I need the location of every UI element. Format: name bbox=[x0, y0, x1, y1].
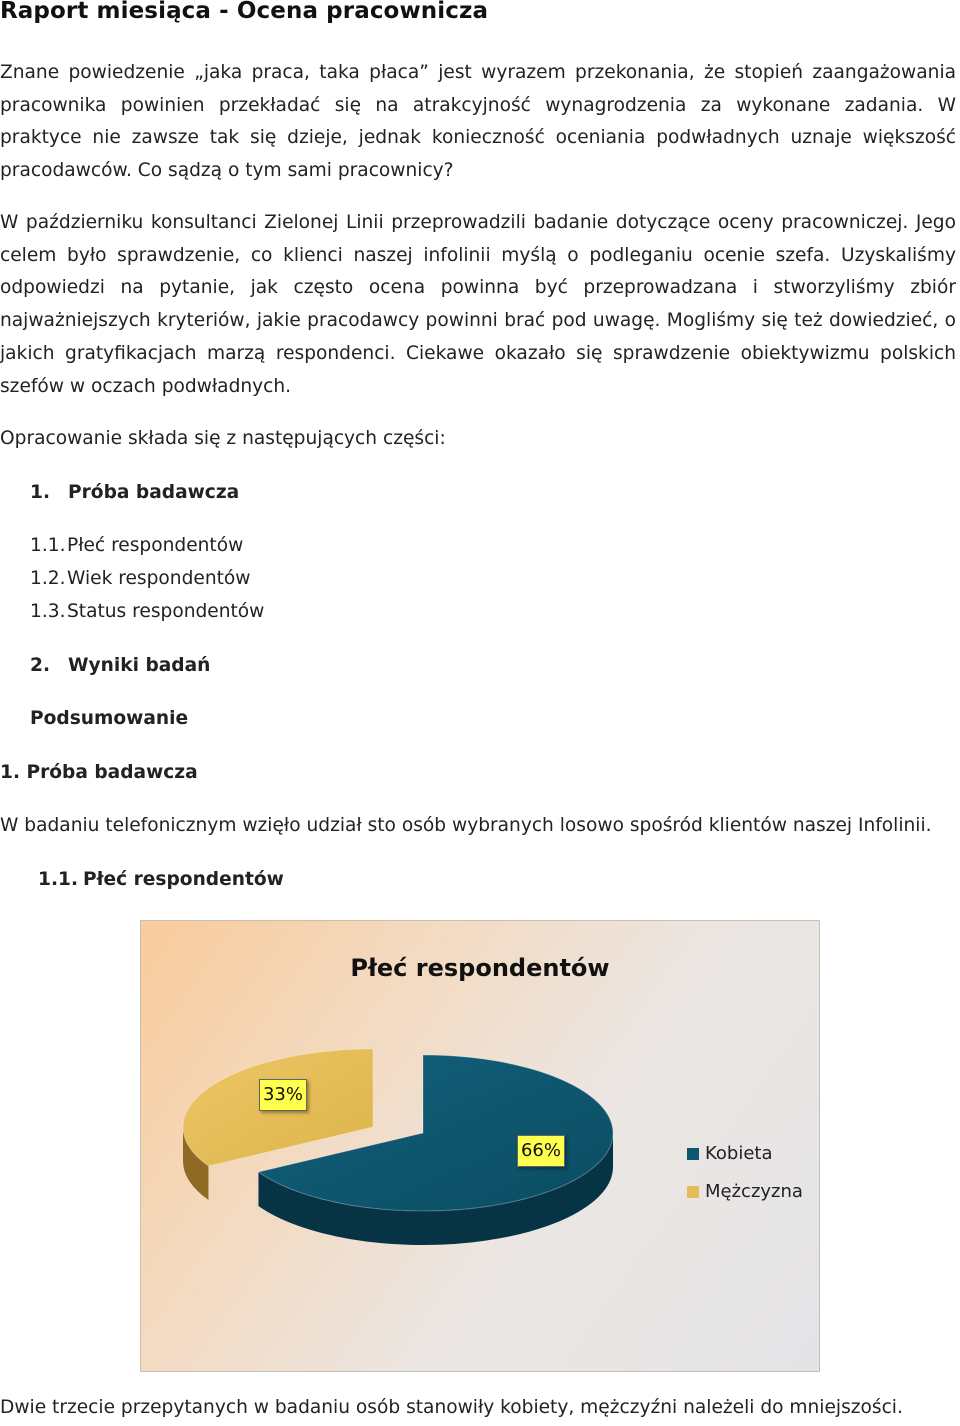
toc-subitem-number: 1.2. bbox=[30, 568, 66, 589]
legend-label: Mężczyzna bbox=[705, 1181, 803, 1202]
toc-intro: Opracowanie składa się z następujących części: bbox=[0, 428, 446, 449]
toc-subitem-number: 1.1. bbox=[30, 535, 66, 556]
section-paragraph: W badaniu telefonicznym wzięło udział sto osób wybranych losowo spośród klientów naszej Infolinii. bbox=[0, 815, 932, 836]
legend-item bbox=[687, 1143, 773, 1164]
study-paragraph: W październiku konsultanci Zielonej Linii przeprowadzili badanie dotyczące oceny pracowniczej. Jego celem było sprawdzenie, co klienci naszej infolinii myślą o podleganiu ocenie szefa. Uzyskaliśmy odpowiedzi na pytanie, jak często ocena powinna być przeprowadzana i stworzyliśmy zbiór najważniejszych kryteriów, jakie pracodawcy powinni brać pod uwagę. Mogliśmy się też dowiedzieć, o jakich gratyfikacjach marzą respondenci. Ciekawe okazało się sprawdzenie obiektywizmu polskich szefów w oczach podwładnych. bbox=[0, 212, 956, 397]
toc-subitem-label: Płeć respondentów bbox=[67, 535, 244, 556]
pie-data-label: 33% bbox=[259, 1079, 307, 1111]
toc-item-label: Próba badawcza bbox=[68, 482, 240, 503]
toc-item-1 bbox=[30, 482, 239, 503]
toc-item-number: 2. bbox=[30, 655, 51, 676]
legend-label: Kobieta bbox=[705, 1143, 773, 1164]
legend-item bbox=[687, 1181, 803, 1202]
toc-item-number: 1. bbox=[30, 482, 51, 503]
legend-swatch bbox=[687, 1186, 699, 1198]
legend-swatch bbox=[687, 1148, 699, 1160]
toc-subitem-1-2 bbox=[30, 568, 251, 589]
toc-subitem-label: Wiek respondentów bbox=[67, 568, 251, 589]
chart-caption: Dwie trzecie przepytanych w badaniu osób stanowiły kobiety, mężczyźni należeli do mniejszości. bbox=[0, 1397, 903, 1418]
page-title: Raport miesiąca - Ocena pracownicza bbox=[0, 0, 489, 24]
toc-item-label: Wyniki badań bbox=[68, 655, 211, 676]
toc-summary: Podsumowanie bbox=[30, 708, 189, 729]
section-heading: 1. Próba badawcza bbox=[0, 762, 198, 783]
toc-item-2 bbox=[30, 655, 210, 676]
intro-paragraph: Znane powiedzenie „jaka praca, taka płaca” jest wyrazem przekonania, że stopień zaangażowania pracownika powinien przekładać się na atrakcyjność wynagrodzenia za wykonane zadania. W praktyce nie zawsze tak się dzieje, jednak konieczność oceniania podwładnych uznaje większość pracodawców. Co sądzą o tym sami pracownicy? bbox=[0, 62, 956, 182]
toc-subitem-1-3 bbox=[30, 601, 264, 622]
subsection-label: Płeć respondentów bbox=[83, 869, 284, 890]
subsection-heading bbox=[38, 869, 284, 890]
subsection-number: 1.1. bbox=[38, 869, 79, 890]
pie-data-label: 66% bbox=[517, 1135, 565, 1167]
toc-subitem-label: Status respondentów bbox=[67, 601, 265, 622]
chart-container bbox=[140, 920, 820, 1372]
toc-subitem-1-1 bbox=[30, 535, 243, 556]
toc-subitem-number: 1.3. bbox=[30, 601, 66, 622]
chart-title: Płeć respondentów bbox=[350, 954, 610, 982]
